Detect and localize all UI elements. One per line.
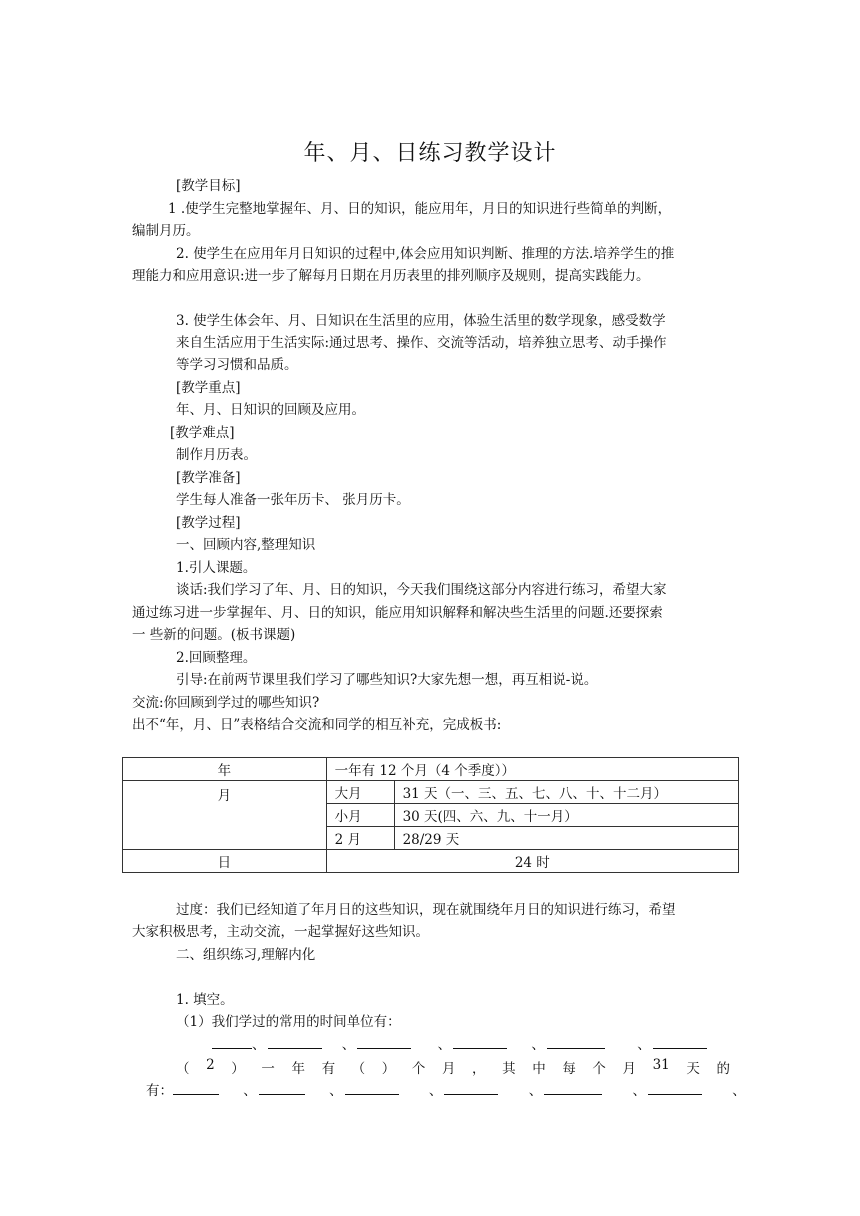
day-value-cell: 24 时	[326, 850, 738, 873]
process-heading: [教学过程]	[176, 515, 241, 531]
small-month-cell: 小月	[326, 804, 394, 827]
feb-value-cell: 28/29 天	[394, 827, 738, 850]
day-label-cell: 日	[123, 850, 327, 873]
table-row	[123, 758, 739, 781]
difficulty-text: 制作月历表。	[176, 447, 257, 463]
goal-2-line-2: 理能力和应用意识:进一步了解每月日期在月历表里的排列顺序及规则，提高实践能力。	[132, 268, 650, 284]
question-2-line-1	[176, 1057, 730, 1077]
question-2-token: 其	[502, 1061, 516, 1077]
q2-blank[interactable]	[259, 1080, 305, 1095]
question-2-token: 一	[261, 1061, 275, 1077]
feb-cell: 2 月	[326, 827, 394, 850]
question-2-token: （	[351, 1061, 366, 1077]
section-2-heading: 二、组织练习,理解内化	[176, 947, 316, 963]
q1-blank[interactable]	[653, 1034, 707, 1049]
q1-blank[interactable]	[268, 1034, 322, 1049]
q1-blank[interactable]	[357, 1034, 411, 1049]
year-label-cell: 年	[123, 758, 327, 781]
key-heading: [教学重点]	[176, 380, 241, 396]
goal-1-line-1: 1 .使学生完整地掌握年、月、日的知识，能应用年，月日的知识进行些简单的判断，	[168, 201, 672, 217]
q2-blanks-row: 有： 、 、 、 、 、 、	[146, 1080, 746, 1101]
step-2: 2.回顾整理。	[176, 650, 257, 666]
q1-blank[interactable]	[212, 1034, 252, 1049]
transition-line-2: 大家积极思考，主动交流，一起掌握好这些知识。	[132, 924, 429, 940]
goal-3-line-2: 来自生活应用于生活实际:通过思考、操作、交流等活动，培养独立思考、动手操作	[176, 335, 667, 351]
table-row	[123, 850, 739, 873]
prep-text: 学生每人准备一张年历卡、 张月历卡。	[176, 492, 410, 508]
section-1-heading: 一、回顾内容,整理知识	[176, 537, 316, 553]
q2-blank[interactable]	[648, 1080, 702, 1095]
key-text: 年、月、日知识的回顾及应用。	[176, 402, 365, 418]
small-month-value-cell: 30 天(四、六、九、十一月）	[394, 804, 738, 827]
question-2-token: 每	[562, 1061, 576, 1077]
talk-line-2: 通过练习进一步掌握年、月、日的知识，能应用知识解释和解决些生活里的问题.还要探索	[132, 605, 663, 621]
question-2-token: 个	[411, 1061, 426, 1077]
question-2-token: ）	[381, 1061, 396, 1077]
question-2-token: 天	[686, 1061, 700, 1077]
question-2-token: 中	[532, 1061, 546, 1077]
fill-heading: 1. 填空。	[176, 992, 234, 1008]
table-row	[123, 781, 739, 804]
q2-blank[interactable]	[173, 1080, 219, 1095]
prep-heading: [教学准备]	[176, 470, 241, 486]
exchange-text: 交流:你回顾到学过的哪些知识?	[132, 695, 320, 711]
step-1: 1.引人课题。	[176, 560, 257, 576]
page-title: 年、月、日练习教学设计	[303, 141, 557, 166]
goal-3-line-3: 等学习习惯和品质。	[176, 357, 298, 373]
question-2-token: 月	[622, 1061, 636, 1077]
question-2-token: （	[176, 1061, 190, 1077]
goal-3-line-1: 3. 使学生体会年、月、日知识在生活里的应用，体验生活里的数学现象，感受数学	[176, 313, 666, 329]
question-2-token: 2	[206, 1057, 215, 1073]
q1-blank[interactable]	[453, 1034, 507, 1049]
month-label-cell: 月	[123, 781, 327, 850]
question-1: （1）我们学过的常用的时间单位有：	[176, 1014, 401, 1030]
q1-blanks-row: 、 、 、 、 、	[212, 1034, 707, 1055]
question-2-token: 年	[291, 1061, 305, 1077]
q2-blank[interactable]	[345, 1080, 399, 1095]
goal-2-line-1: 2. 使学生在应用年月日知识的过程中,体会应用知识判断、推理的方法.培养学生的推	[176, 246, 675, 262]
question-2-token: ）	[231, 1061, 245, 1077]
question-2-token: 有	[321, 1061, 336, 1077]
question-2-token: ，	[472, 1061, 486, 1077]
guide-text: 引导:在前两节课里我们学习了哪些知识?大家先想一想，再互相说-说。	[176, 672, 598, 688]
question-2-token: 月	[441, 1061, 456, 1077]
board-text: 出不“年，月、日”表格结合交流和同学的相互补充，完成板书:	[132, 717, 502, 733]
big-month-cell: 大月	[326, 781, 394, 804]
knowledge-table	[122, 757, 739, 873]
talk-line-1: 谈话:我们学习了年、月、日的知识，今天我们围绕这部分内容进行练习，希望大家	[176, 582, 667, 598]
q2-blank[interactable]	[544, 1080, 602, 1095]
q2-blank[interactable]	[444, 1080, 498, 1095]
q1-blank[interactable]	[547, 1034, 605, 1049]
talk-line-3: 一 些新的问题。(板书课题)	[132, 627, 296, 643]
goal-1-line-2: 编制月历。	[132, 223, 200, 239]
goals-heading: [教学目标]	[176, 178, 241, 194]
difficulty-heading: [教学难点]	[170, 425, 235, 441]
big-month-value-cell: 31 天（一、三、五、七、八、十、十二月）	[394, 781, 738, 804]
question-2-token: 的	[716, 1061, 730, 1077]
question-2-token: 31	[652, 1057, 670, 1073]
transition-line-1: 过度：我们已经知道了年月日的这些知识，现在就围绕年月日的知识进行练习，希望	[176, 902, 676, 918]
year-value-cell: 一年有 12 个月（4 个季度））	[326, 758, 738, 781]
question-2-token: 个	[592, 1061, 606, 1077]
